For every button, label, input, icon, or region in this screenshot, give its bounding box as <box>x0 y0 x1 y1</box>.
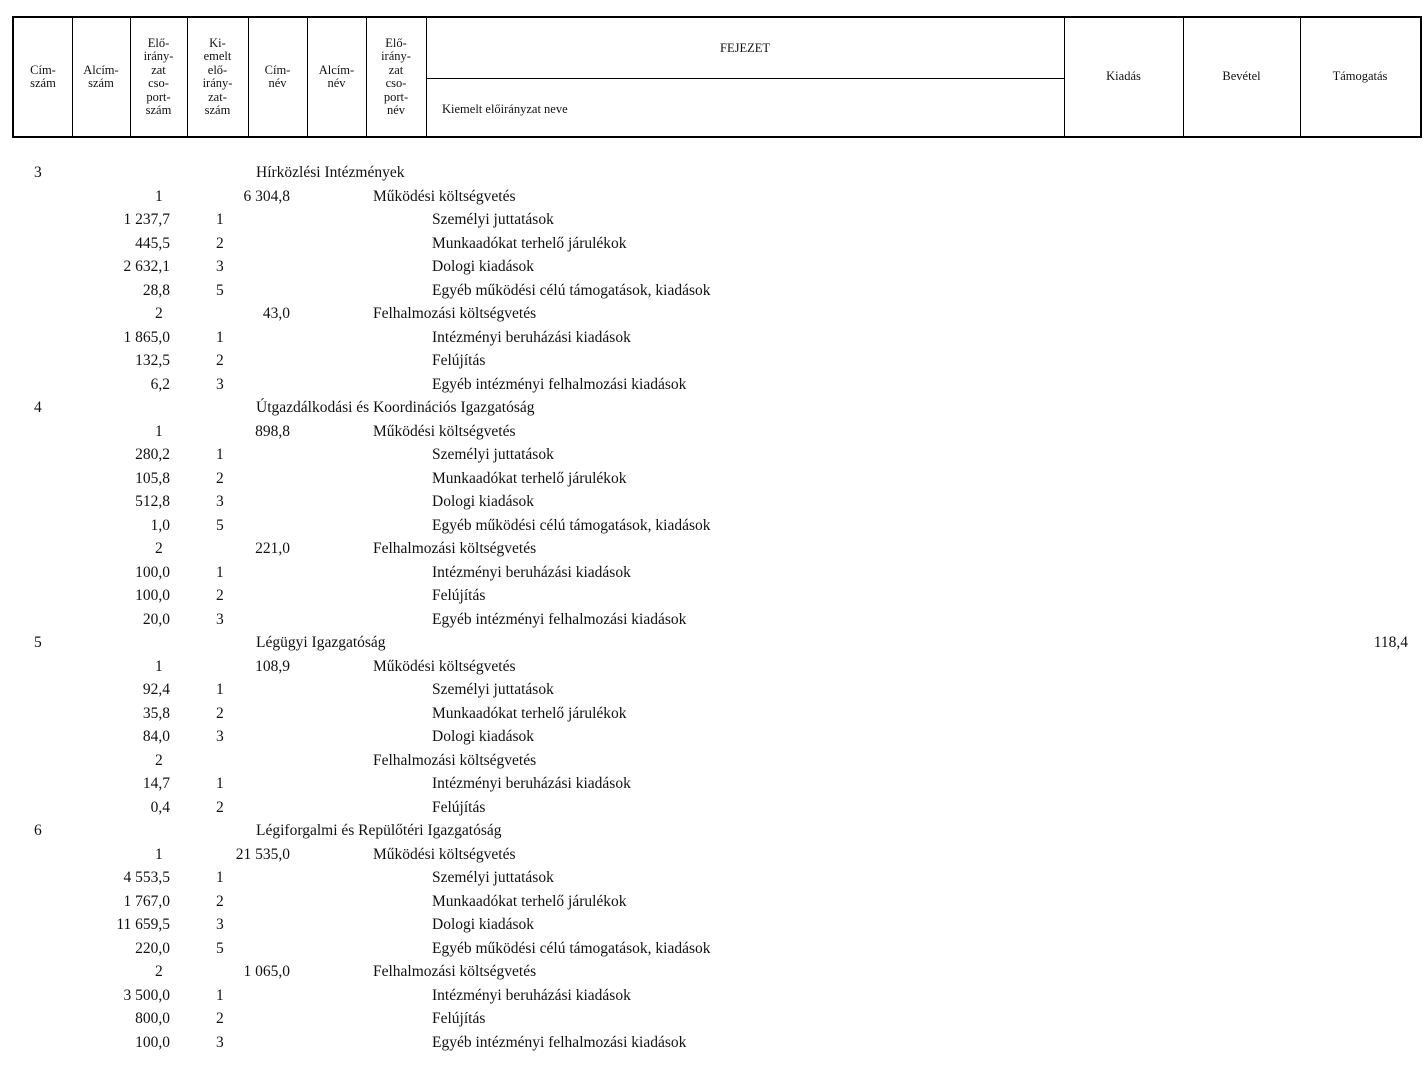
row-kiadas: 4 553,5 <box>123 869 170 886</box>
row-number: 1 <box>216 328 224 346</box>
table-row <box>0 869 1428 891</box>
row-name: Felhalmozási költségvetés <box>373 963 537 980</box>
table-row <box>0 470 1428 492</box>
row-kiadas: 100,0 <box>135 587 170 604</box>
header-alcimszam: Alcím- szám <box>83 62 119 90</box>
row-number: 3 <box>216 493 224 510</box>
row-number: 5 <box>34 634 42 651</box>
table-row <box>0 352 1428 374</box>
row-number: 1 <box>216 775 224 792</box>
row-kiadas: 280,2 <box>135 446 170 463</box>
row-number: 1 <box>216 211 224 228</box>
header-eloiranyzat-csoport-szam: Elő- irány- zat cso- port- szám <box>143 35 174 117</box>
row-name: Hírközlési Intézmények <box>256 164 405 181</box>
table-row <box>0 728 1428 750</box>
row-number: 1 <box>216 446 224 463</box>
row-name: Légiforgalmi és Repülőtéri Igazgatóság <box>256 822 502 839</box>
row-name: Személyi juttatások <box>432 681 554 698</box>
row-number: 2 <box>155 305 163 322</box>
header-cimnev: Cím- név <box>264 62 291 90</box>
row-number: 5 <box>216 516 224 534</box>
header-bevetel: Bevétel <box>1222 69 1261 84</box>
row-number: 2 <box>216 469 224 487</box>
row-name: Dologi kiadások <box>432 916 535 933</box>
table-row <box>0 587 1428 609</box>
row-name: Felhalmozási költségvetés <box>373 751 537 769</box>
row-name: Dologi kiadások <box>432 493 535 510</box>
table-row <box>0 376 1428 398</box>
row-kiadas: 28,8 <box>142 281 170 299</box>
table-row <box>0 611 1428 633</box>
row-kiadas: 92,4 <box>142 681 170 698</box>
row-number: 1 <box>155 845 163 863</box>
row-number: 2 <box>155 751 163 769</box>
row-number: 1 <box>155 422 163 440</box>
table-row <box>0 211 1428 233</box>
table-row <box>0 940 1428 962</box>
table-row <box>0 305 1428 327</box>
row-name: Működési költségvetés <box>373 657 516 675</box>
row-kiadas: 800,0 <box>135 1010 170 1027</box>
table-row <box>0 752 1428 774</box>
row-kiadas: 132,5 <box>135 352 170 369</box>
row-name: Egyéb működési célú támogatások, kiadások <box>432 281 711 299</box>
row-number: 3 <box>216 258 224 275</box>
table-row <box>0 705 1428 727</box>
row-number: 3 <box>216 1033 224 1051</box>
row-number: 1 <box>155 657 163 675</box>
row-name: Személyi juttatások <box>432 446 554 463</box>
row-name: Intézményi beruházási kiadások <box>432 775 631 792</box>
row-number: 2 <box>216 1010 224 1027</box>
row-kiadas: 1 237,7 <box>123 211 170 228</box>
header-alcimnev: Alcím- név <box>318 62 355 90</box>
row-number: 1 <box>216 681 224 698</box>
table-row <box>0 658 1428 680</box>
row-kiadas: 20,0 <box>142 610 170 628</box>
row-name: Működési költségvetés <box>373 845 516 863</box>
row-name: Munkaadókat terhelő járulékok <box>432 469 627 487</box>
row-name: Felújítás <box>432 587 486 604</box>
header-cimszam: Cím- szám <box>30 62 56 90</box>
row-name: Személyi juttatások <box>432 211 554 228</box>
table-row <box>0 164 1428 186</box>
table-row <box>0 846 1428 868</box>
table-row <box>0 1034 1428 1056</box>
table-row <box>0 399 1428 421</box>
row-number: 3 <box>34 164 42 181</box>
row-kiadas: 100,0 <box>135 1033 170 1051</box>
row-number: 6 <box>34 822 42 839</box>
row-bevetel: 43,0 <box>262 305 290 322</box>
row-number: 4 <box>34 399 42 416</box>
row-name: Munkaadókat terhelő járulékok <box>432 234 627 252</box>
header-fejezet-divider <box>426 78 1064 79</box>
row-name: Munkaadókat terhelő járulékok <box>432 704 627 722</box>
row-kiadas: 1 865,0 <box>123 328 170 346</box>
header-tamogatas: Támogatás <box>1332 69 1388 84</box>
row-name: Munkaadókat terhelő járulékok <box>432 892 627 910</box>
table-row <box>0 1010 1428 1032</box>
row-name: Intézményi beruházási kiadások <box>432 986 631 1004</box>
table-header <box>12 16 1422 138</box>
table-row <box>0 681 1428 703</box>
row-number: 2 <box>216 352 224 369</box>
table-row <box>0 423 1428 445</box>
header-kiemelt-szam: Ki- emelt elő- irány- zat- szám <box>202 35 233 117</box>
header-kiadas: Kiadás <box>1106 69 1141 84</box>
row-kiadas: 0,4 <box>150 798 170 816</box>
row-kiadas: 3 500,0 <box>123 986 170 1004</box>
table-row <box>0 893 1428 915</box>
row-number: 1 <box>216 986 224 1004</box>
row-kiadas: 1 767,0 <box>123 892 170 910</box>
row-bevetel: 6 304,8 <box>243 187 290 205</box>
row-kiadas: 1,0 <box>150 516 170 534</box>
row-number: 2 <box>155 540 163 557</box>
row-name: Egyéb intézményi felhalmozási kiadások <box>432 610 687 628</box>
row-kiadas: 11 659,5 <box>116 916 170 933</box>
row-name: Működési költségvetés <box>373 422 516 440</box>
table-row <box>0 188 1428 210</box>
row-name: Intézményi beruházási kiadások <box>432 563 631 581</box>
table-row <box>0 446 1428 468</box>
row-kiadas: 220,0 <box>135 939 170 957</box>
row-number: 2 <box>216 798 224 816</box>
row-bevetel: 108,9 <box>255 657 290 675</box>
row-kiadas: 512,8 <box>135 493 170 510</box>
row-number: 5 <box>216 281 224 299</box>
table-row <box>0 799 1428 821</box>
row-name: Intézményi beruházási kiadások <box>432 328 631 346</box>
row-name: Felhalmozási költségvetés <box>373 305 537 322</box>
row-name: Működési költségvetés <box>373 187 516 205</box>
row-number: 2 <box>155 963 163 980</box>
row-name: Dologi kiadások <box>432 728 535 745</box>
row-number: 2 <box>216 892 224 910</box>
table-row <box>0 235 1428 257</box>
table-row <box>0 540 1428 562</box>
row-bevetel: 221,0 <box>255 540 290 557</box>
row-number: 2 <box>216 704 224 722</box>
header-eloiranyzat-csoport-nev: Elő- irány- zat cso- port- név <box>381 35 411 117</box>
table-row <box>0 775 1428 797</box>
row-number: 3 <box>216 916 224 933</box>
table-row <box>0 822 1428 844</box>
table-row <box>0 329 1428 351</box>
row-number: 3 <box>216 728 224 745</box>
row-kiadas: 14,7 <box>142 775 170 792</box>
table-row <box>0 258 1428 280</box>
row-number: 2 <box>216 587 224 604</box>
row-name: Légügyi Igazgatóság <box>256 634 386 651</box>
row-kiadas: 100,0 <box>135 563 170 581</box>
row-name: Felújítás <box>432 1010 486 1027</box>
table-row <box>0 987 1428 1009</box>
row-bevetel: 21 535,0 <box>235 845 290 863</box>
row-kiadas: 84,0 <box>142 728 170 745</box>
row-name: Útgazdálkodási és Koordinációs Igazgatóság <box>256 399 535 416</box>
table-row <box>0 282 1428 304</box>
row-kiadas: 2 632,1 <box>123 258 170 275</box>
table-row <box>0 493 1428 515</box>
table-row <box>0 634 1428 656</box>
row-number: 2 <box>216 234 224 252</box>
row-name: Egyéb intézményi felhalmozási kiadások <box>432 375 687 393</box>
row-name: Egyéb működési célú támogatások, kiadások <box>432 939 711 957</box>
row-name: Felújítás <box>432 798 486 816</box>
row-number: 3 <box>216 375 224 393</box>
table-row <box>0 564 1428 586</box>
row-kiadas: 35,8 <box>142 704 170 722</box>
row-name: Felújítás <box>432 352 486 369</box>
table-row <box>0 963 1428 985</box>
table-row <box>0 517 1428 539</box>
row-name: Személyi juttatások <box>432 869 554 886</box>
row-number: 3 <box>216 610 224 628</box>
row-kiadas: 105,8 <box>135 469 170 487</box>
row-kiadas: 6,2 <box>150 375 170 393</box>
row-kiadas: 445,5 <box>135 234 170 252</box>
row-number: 1 <box>216 869 224 886</box>
table-row <box>0 916 1428 938</box>
row-bevetel: 1 065,0 <box>243 963 290 980</box>
row-name: Felhalmozási költségvetés <box>373 540 537 557</box>
row-number: 1 <box>216 563 224 581</box>
header-kiemelt-neve: Kiemelt előirányzat neve <box>442 101 568 116</box>
row-name: Egyéb intézményi felhalmozási kiadások <box>432 1033 687 1051</box>
header-fejezet: FEJEZET <box>720 40 770 55</box>
row-number: 5 <box>216 939 224 957</box>
row-number: 1 <box>155 187 163 205</box>
row-name: Dologi kiadások <box>432 258 535 275</box>
row-bevetel: 898,8 <box>255 422 290 440</box>
row-name: Egyéb működési célú támogatások, kiadások <box>432 516 711 534</box>
row-tamogatas: 118,4 <box>1373 634 1408 651</box>
